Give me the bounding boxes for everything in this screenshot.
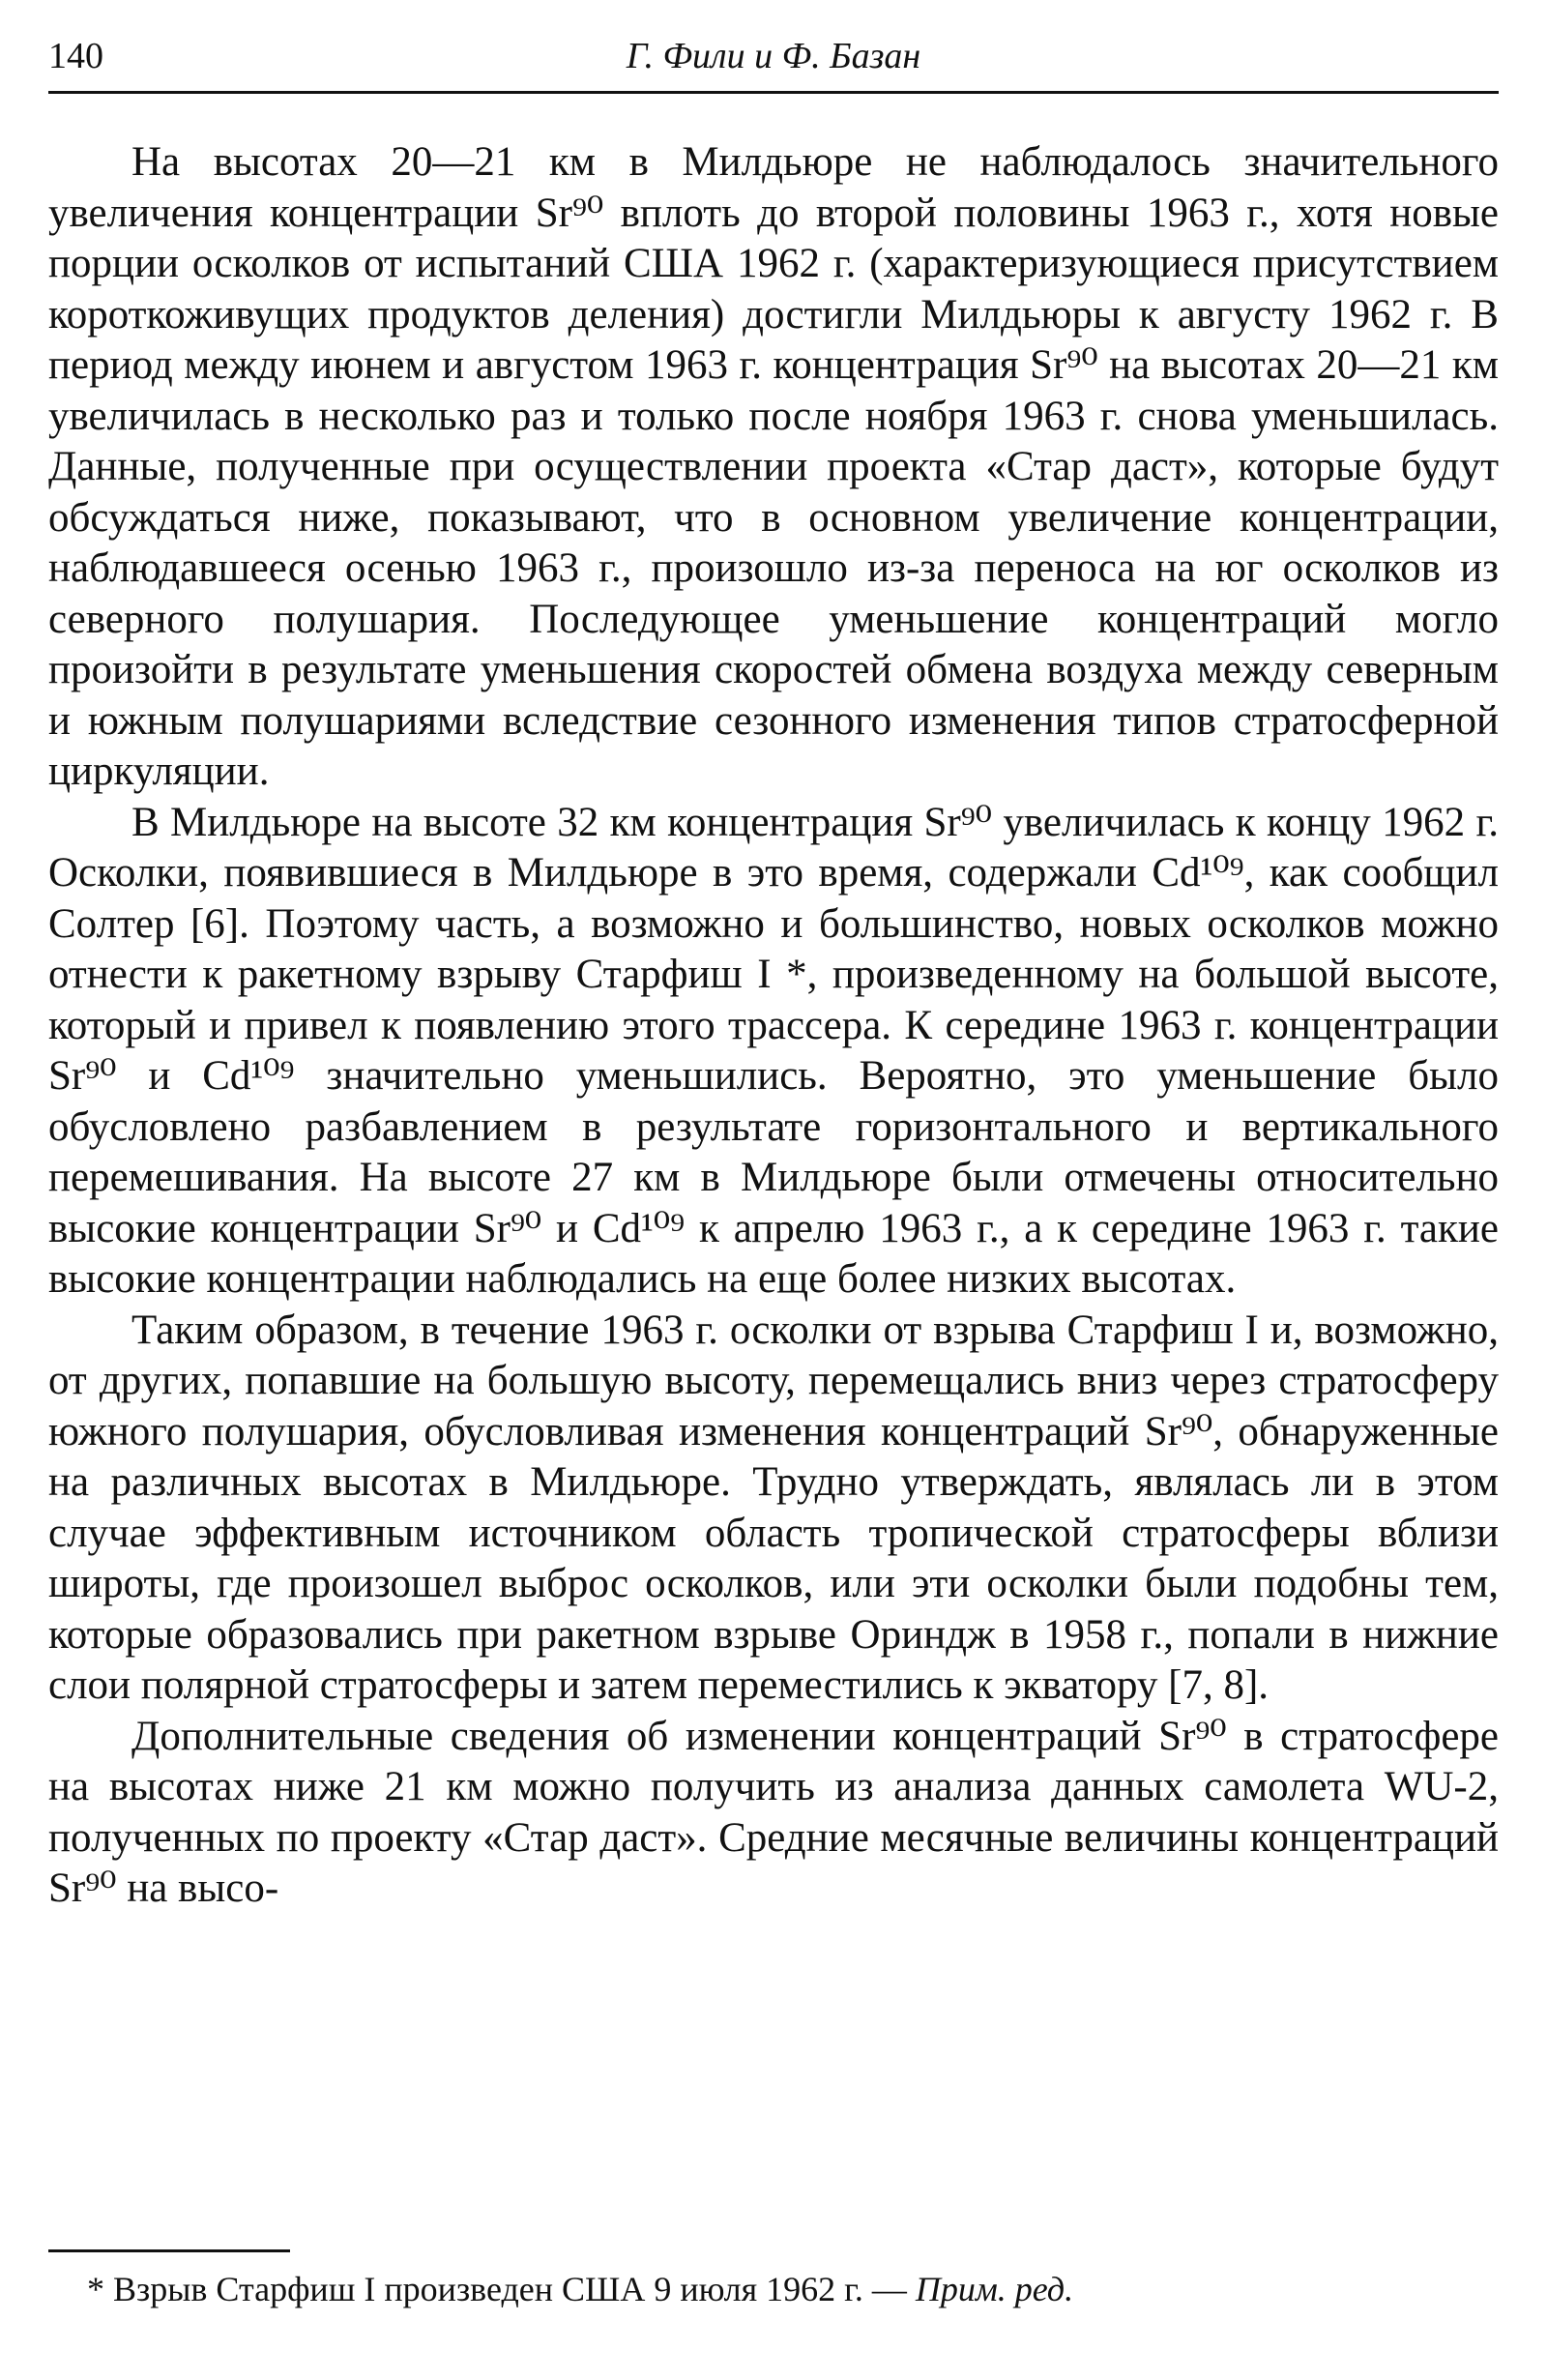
paragraph: Дополнительные сведения об изменении концентраций Sr⁹⁰ в стратосфере на высотах ниже 21 км можно получить из анализа данных самолета WU-2, полученных по проекту «Стар даст». Средние месячные величины концентраций Sr⁹⁰ на высо- bbox=[48, 1713, 1499, 1911]
footnote bbox=[48, 2265, 1499, 2313]
running-title: Г. Фили и Ф. Базан bbox=[626, 36, 921, 76]
footnote-editor-note: Прим. ред. bbox=[915, 2270, 1074, 2308]
footnote-text: * Взрыв Старфиш I произведен США 9 июля 1962 г. — bbox=[87, 2270, 907, 2308]
page-number: 140 bbox=[48, 36, 103, 76]
paragraph: Таким образом, в течение 1963 г. осколки от взрыва Старфиш I и, возможно, от других, попавшие на большую высоту, перемещались вниз через стратосферу южного полушария, обусловливая изменения концентраций Sr⁹⁰, обнаруженные на различных высотах в Милдьюре. Трудно утверждать, являлась ли в этом случае эффективным источником область тропической стратосферы вблизи широты, где произошел выброс осколков, или эти осколки были подобны тем, которые образовались при ракетном взрыве Ориндж в 1958 г., попали в нижние слои полярной стратосферы и затем переместились к экватору [7, 8]. bbox=[48, 1307, 1499, 1708]
book-page bbox=[48, 29, 1499, 2350]
footnote-rule bbox=[48, 2249, 290, 2252]
paragraph: В Милдьюре на высоте 32 км концентрация Sr⁹⁰ увеличилась к концу 1962 г. Осколки, появившиеся в Милдьюре в это время, содержали Cd¹⁰⁹, как сообщил Солтер [6]. Поэтому часть, а возможно и большинство, новых осколков можно отнести к ракетному взрыву Старфиш I *, произведенному на большой высоте, который и привел к появлению этого трассера. К середине 1963 г. концентрации Sr⁹⁰ и Cd¹⁰⁹ значительно уменьшились. Вероятно, это уменьшение было обусловлено разбавлением в результате горизонтального и вертикального перемешивания. На высоте 27 км в Милдьюре были отмечены относительно высокие концентрации Sr⁹⁰ и Cd¹⁰⁹ к апрелю 1963 г., а к середине 1963 г. такие высокие концентрации наблюдались на еще более низких высотах. bbox=[48, 799, 1499, 1302]
body-text bbox=[48, 137, 1499, 1915]
running-head bbox=[48, 29, 1499, 83]
paragraph: На высотах 20—21 км в Милдьюре не наблюдалось значительного увеличения концентрации Sr⁹⁰ вплоть до второй половины 1963 г., хотя новые порции осколков от испытаний США 1962 г. (характеризующиеся присутствием короткоживущих продуктов деления) достигли Милдьюры к августу 1962 г. В период между июнем и августом 1963 г. концентрация Sr⁹⁰ на высотах 20—21 км увеличилась в несколько раз и только после ноября 1963 г. снова уменьшилась. Данные, полученные при осуществлении проекта «Стар даст», которые будут обсуждаться ниже, показывают, что в основном увеличение концентрации, наблюдавшееся осенью 1963 г., произошло из-за переноса на юг осколков из северного полушария. Последующее уменьшение концентраций могло произойти в результате уменьшения скоростей обмена воздуха между северным и южным полушариями вследствие сезонного изменения типов стратосферной циркуляции. bbox=[48, 139, 1499, 794]
header-rule bbox=[48, 91, 1499, 94]
